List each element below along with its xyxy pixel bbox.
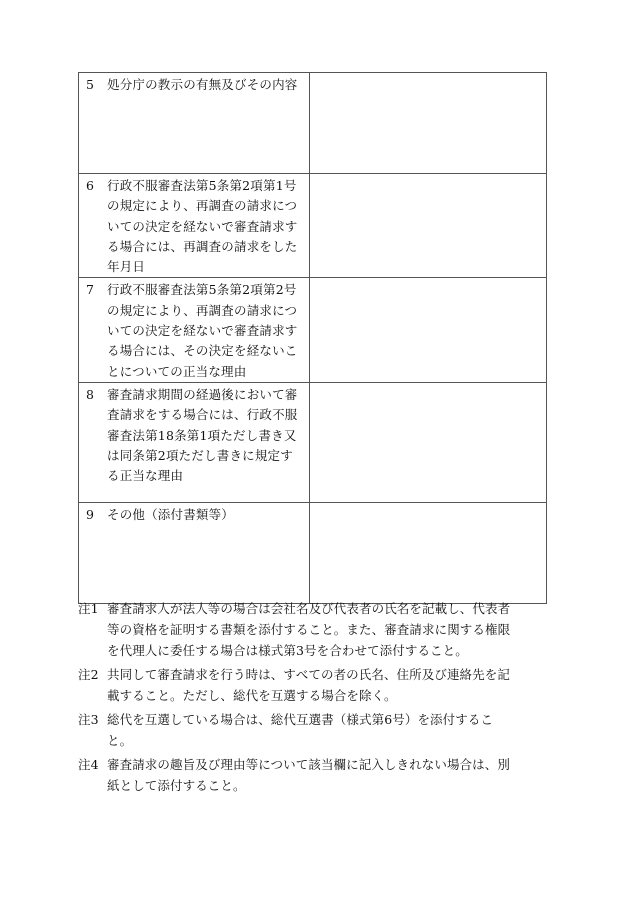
row-number: 6 bbox=[86, 178, 95, 193]
note-text: 総代を互選している場合は、総代互選書（様式第6号）を添付すること。 bbox=[107, 712, 494, 748]
form-row-7 bbox=[79, 278, 547, 382]
row-value-field[interactable] bbox=[310, 73, 547, 174]
appeal-form-table bbox=[78, 72, 547, 604]
row-label-text: 行政不服審査法第5条第2項第1号の規定により、再調査の請求についての決定を経ないで審査請求する場合には、再調査の請求をした年月日 bbox=[107, 178, 298, 275]
form-row-8 bbox=[79, 382, 547, 502]
note-text: 審査請求の趣旨及び理由等について該当欄に記入しきれない場合は、別紙として添付すること。 bbox=[107, 757, 510, 793]
note-text: 共同して審査請求を行う時は、すべての者の氏名、住所及び連絡先を記載すること。ただし、総代を互選する場合を除く。 bbox=[107, 667, 510, 703]
note-text: 審査請求人が法人等の場合は会社名及び代表者の氏名を記載し、代表者等の資格を証明する書類を添付すること。また、審査請求に関する権限を代理人に委任する場合は様式第3号を合わせて添付すること。 bbox=[107, 601, 511, 658]
row-label-cell bbox=[79, 502, 310, 603]
note-mark: 注4 bbox=[78, 757, 99, 772]
row-number: 9 bbox=[86, 506, 95, 522]
note-3 bbox=[78, 709, 518, 751]
row-label-cell bbox=[79, 73, 310, 174]
row-number: 8 bbox=[86, 386, 95, 402]
row-number: 5 bbox=[86, 77, 95, 92]
note-mark: 注3 bbox=[78, 712, 99, 727]
row-value-field[interactable] bbox=[310, 382, 547, 502]
row-label-cell bbox=[79, 382, 310, 502]
row-label-text: 審査請求期間の経過後において審査請求をする場合には、行政不服審査法第18条第1項ただし書き又は同条第2項ただし書きに規定する正当な理由 bbox=[107, 386, 298, 484]
row-number: 7 bbox=[86, 282, 95, 298]
row-value-field[interactable] bbox=[310, 502, 547, 603]
row-label-cell bbox=[79, 174, 310, 278]
form-row-6 bbox=[79, 174, 547, 278]
row-label-text: 処分庁の教示の有無及びその内容 bbox=[107, 77, 298, 92]
row-label-cell bbox=[79, 278, 310, 382]
row-label-text: 行政不服審査法第5条第2項第2号の規定により、再調査の請求についての決定を経ないで審査請求する場合には、その決定を経ないことについての正当な理由 bbox=[107, 282, 298, 379]
note-2 bbox=[78, 664, 518, 706]
row-label-text: その他（添付書類等） bbox=[107, 506, 235, 522]
form-row-5 bbox=[79, 73, 547, 174]
note-mark: 注2 bbox=[78, 667, 99, 682]
row-value-field[interactable] bbox=[310, 174, 547, 278]
notes-section bbox=[78, 598, 518, 799]
note-mark: 注1 bbox=[78, 601, 99, 616]
form-row-9 bbox=[79, 502, 547, 603]
note-1 bbox=[78, 598, 518, 661]
note-4 bbox=[78, 754, 518, 796]
row-value-field[interactable] bbox=[310, 278, 547, 382]
